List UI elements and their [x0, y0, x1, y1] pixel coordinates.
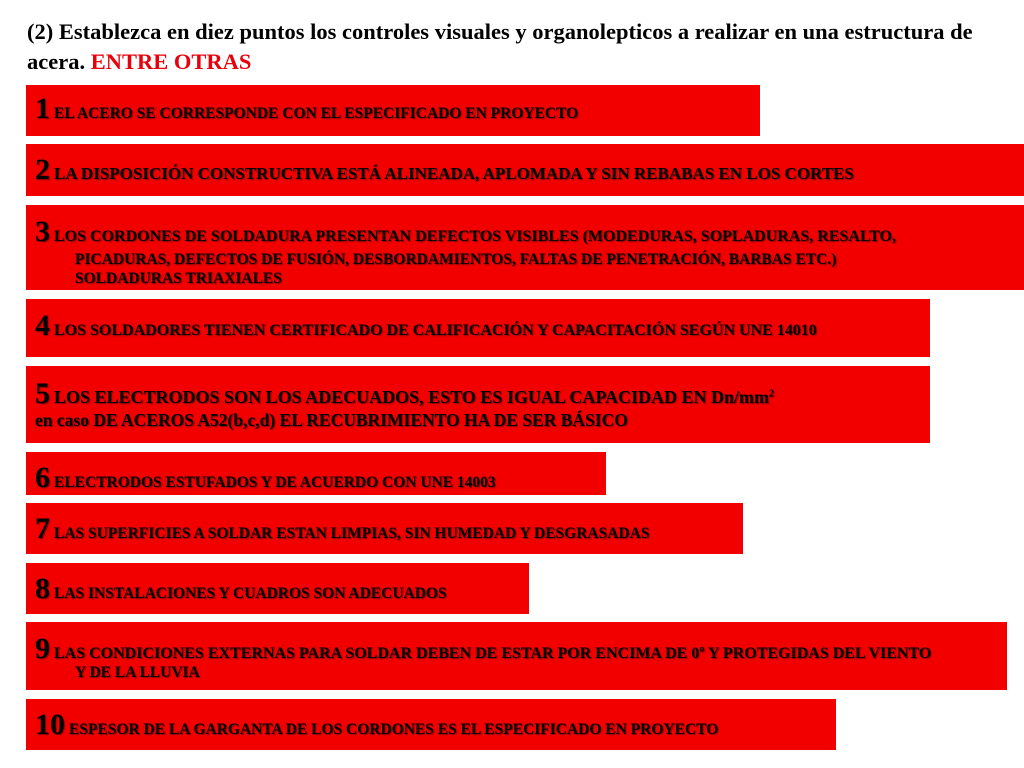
- item-text: EL ACERO SE CORRESPONDE CON EL ESPECIFICADO EN PROYECTO: [54, 105, 579, 122]
- item-text: ELECTRODOS ESTUFADOS Y DE ACUERDO CON UNE 14003: [54, 474, 496, 491]
- item-text-line2: Y DE LA LLUVIA: [75, 664, 200, 681]
- item-number: 4: [35, 309, 50, 342]
- item-text: LOS ELECTRODOS SON LOS ADECUADOS, ESTO ES IGUAL CAPACIDAD EN Dn/mm: [54, 387, 769, 407]
- item-text: LAS CONDICIONES EXTERNAS PARA SOLDAR DEBEN DE ESTAR POR ENCIMA DE 0º Y PROTEGIDAS DEL VIENTO: [54, 645, 932, 662]
- item-3: [26, 205, 1024, 290]
- item-text: LAS INSTALACIONES Y CUADROS SON ADECUADOS: [54, 585, 447, 602]
- title-highlight: ENTRE OTRAS: [90, 49, 252, 74]
- item-text: LA DISPOSICIÓN CONSTRUCTIVA ESTÁ ALINEADA, APLOMADA Y SIN REBABAS EN LOS CORTES: [54, 164, 854, 183]
- item-10: [26, 699, 836, 750]
- item-number: 6: [35, 461, 50, 494]
- item-9: [26, 622, 1007, 690]
- item-number: 8: [35, 572, 50, 605]
- item-1: [26, 85, 760, 136]
- slide-title: [27, 17, 987, 77]
- item-text-line3: SOLDADURAS TRIAXIALES: [75, 270, 282, 287]
- superscript: 2: [769, 388, 774, 400]
- item-number: 7: [35, 512, 50, 545]
- item-text: LAS SUPERFICIES A SOLDAR ESTAN LIMPIAS, SIN HUMEDAD Y DESGRASADAS: [54, 525, 650, 542]
- item-text: ESPESOR DE LA GARGANTA DE LOS CORDONES ES EL ESPECIFICADO EN PROYECTO: [69, 721, 719, 738]
- item-6: [26, 452, 606, 495]
- item-number: 5: [35, 377, 50, 410]
- item-number: 3: [35, 215, 50, 248]
- item-text-line2: en caso DE ACEROS A52(b,c,d) EL RECUBRIMIENTO HA DE SER BÁSICO: [35, 410, 628, 430]
- title-text: (2) Establezca en diez puntos los controles visuales y organolepticos a realizar en una estructura de acera.: [27, 19, 973, 74]
- item-number: 2: [35, 153, 50, 186]
- item-5: [26, 366, 930, 443]
- item-number: 10: [35, 708, 65, 741]
- item-number: 1: [35, 92, 50, 125]
- item-text: LOS SOLDADORES TIENEN CERTIFICADO DE CALIFICACIÓN Y CAPACITACIÓN SEGÚN UNE 14010: [54, 322, 817, 339]
- item-8: [26, 563, 529, 614]
- item-4: [26, 299, 930, 357]
- item-2: [26, 144, 1024, 196]
- item-text-line2: PICADURAS, DEFECTOS DE FUSIÓN, DESBORDAMIENTOS, FALTAS DE PENETRACIÓN, BARBAS ETC.): [75, 251, 837, 268]
- item-text: LOS CORDONES DE SOLDADURA PRESENTAN DEFECTOS VISIBLES (MODEDURAS, SOPLADURAS, RESALTO,: [54, 228, 896, 245]
- item-7: [26, 503, 743, 554]
- item-number: 9: [35, 632, 50, 665]
